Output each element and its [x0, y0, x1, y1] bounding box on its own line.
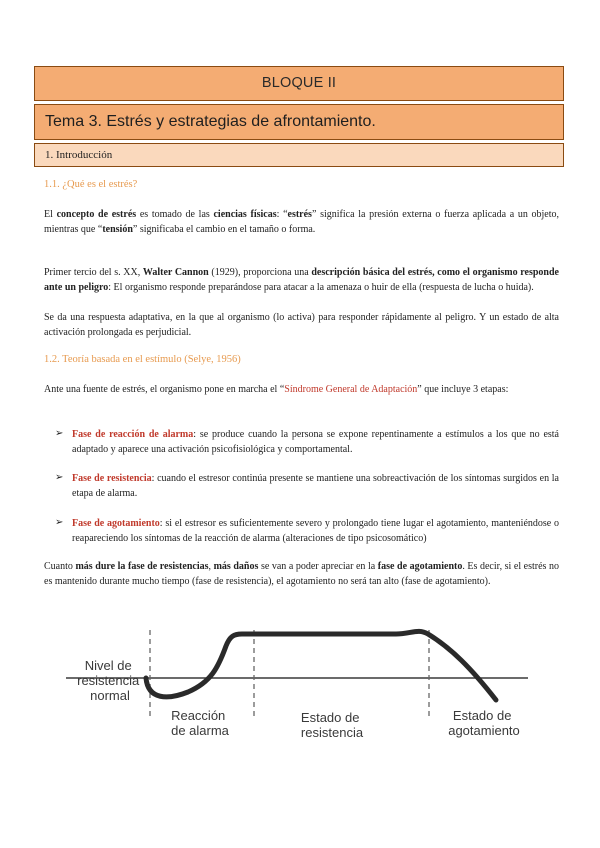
bullet-item-resistance	[72, 471, 559, 501]
bold-text: más daños	[213, 561, 259, 572]
bullet-text: : se produce cuando la persona se expone repentinamente a estímulos a los que no está adaptado y aparece una activación psicofisiológica y comportamental.	[72, 429, 560, 455]
bullet-marker: ➢	[55, 517, 64, 528]
block-title-band	[34, 66, 564, 101]
text: ” significaba el cambio en el tamaño o forma.	[132, 224, 316, 235]
paragraph-stress-concept	[44, 207, 559, 237]
block-title: BLOQUE II	[261, 75, 337, 91]
text: (1929), proporciona una	[208, 267, 312, 278]
bold-text: tensión	[102, 224, 133, 235]
topic-title-band	[34, 104, 564, 140]
text: Ante una fuente de estrés, el organismo pone en marcha el “	[44, 384, 285, 395]
text: es tomado de las	[136, 209, 214, 220]
text: ,	[208, 561, 214, 572]
bold-text: ciencias físicas	[213, 209, 277, 220]
text: Cuanto	[44, 561, 76, 572]
bold-text: más dure la fase de resistencias	[75, 561, 209, 572]
bullet-head: Fase de resistencia	[72, 473, 152, 484]
gas-diagram	[66, 608, 536, 753]
highlight-text: Síndrome General de Adaptación	[284, 384, 418, 395]
bullet-marker: ➢	[55, 428, 64, 439]
bullet-text: : cuando el estresor continúa presente se mantiene una sobreactivación de los síntomas surgidos en la etapa de alarma.	[72, 473, 559, 499]
text: : El organismo responde preparándose para atacar a la amenaza o huir de ella (respuesta de lucha o huida).	[108, 282, 534, 293]
bold-text: descripción básica del estrés, como el organismo responde ante un peligro	[44, 267, 559, 293]
paragraph-conclusion	[44, 559, 559, 589]
paragraph-gas-intro	[44, 382, 559, 397]
phase-alarm-label: Reacción de alarma	[171, 708, 229, 738]
text: ” que incluye 3 etapas:	[417, 384, 509, 395]
text: : “	[276, 209, 288, 220]
section-title-band	[34, 143, 564, 167]
subsection-title-2: 1.2. Teoría basada en el estímulo (Selye, 1956)	[44, 354, 241, 365]
gas-diagram-svg	[66, 608, 536, 748]
text: Se da una respuesta adaptativa, en la que al organismo (lo activa) para responder rápidamente al peligro. Y un estado de alta activación prolongada es perjudicial.	[44, 312, 559, 338]
bullet-head: Fase de agotamiento	[72, 518, 160, 529]
text: se van a poder apreciar en la	[258, 561, 378, 572]
text: El	[44, 209, 57, 220]
phase-exhaustion-label: Estado de agotamiento	[448, 708, 520, 738]
bullet-marker: ➢	[55, 472, 64, 483]
baseline-label: Nivel de resistencia normal	[77, 658, 140, 703]
section-title: 1. Introducción	[45, 149, 113, 161]
bold-text: Walter Cannon	[142, 267, 209, 278]
paragraph-adaptive-response	[44, 310, 559, 340]
text: Primer tercio del s. XX,	[44, 267, 143, 278]
paragraph-cannon	[44, 265, 559, 295]
bullet-head: Fase de reacción de alarma	[72, 429, 194, 440]
phase-resistance-label: Estado de resistencia	[300, 710, 364, 740]
bold-text: concepto de estrés	[56, 209, 137, 220]
bullet-item-exhaustion	[72, 516, 559, 546]
text: . Es decir, si el estrés no es mantenido durante mucho tiempo (fase de resistencia), el agotamiento no será tan alto (fase de agotamiento).	[44, 561, 560, 587]
bold-text: fase de agotamiento	[377, 561, 463, 572]
bullet-item-alarm	[72, 427, 559, 457]
bullet-text: : si el estresor es suficientemente severo y prolongado tiene lugar el agotamiento, manteniéndose o reapareciendo los síntomas de la reacción de alarma (alteraciones de tipo psicosomático)	[72, 518, 559, 544]
bold-text: estrés	[287, 209, 312, 220]
resistance-curve	[146, 631, 496, 700]
topic-title: Tema 3. Estrés y estrategias de afrontamiento.	[45, 113, 376, 130]
subsection-title-1: 1.1. ¿Qué es el estrés?	[44, 179, 138, 190]
text: ” significa la presión externa o fuerza aplicada a un objeto, mientras que “	[44, 209, 560, 235]
